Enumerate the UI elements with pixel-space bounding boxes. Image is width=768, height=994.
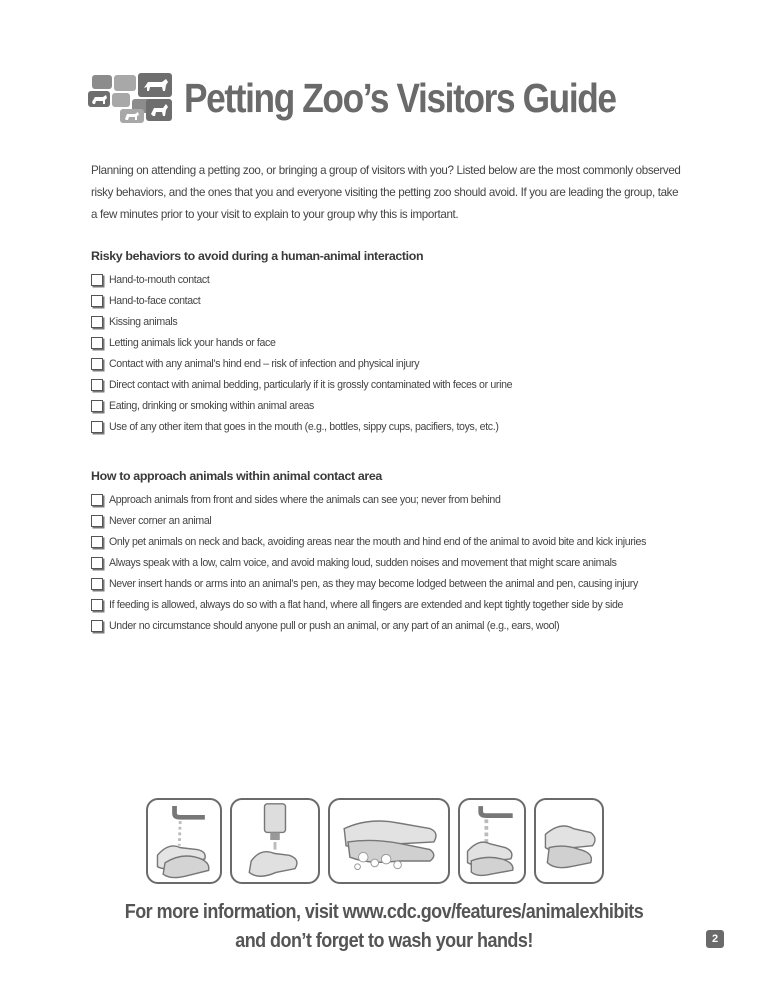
list-item-label: If feeding is allowed, always do so with a flat hand, where all fingers are extended and kept tightly together side by side — [109, 598, 624, 611]
list-item-label: Eating, drinking or smoking within animal areas — [109, 399, 314, 412]
list-item-label: Only pet animals on neck and back, avoiding areas near the mouth and hind end of the animal to avoid bite and kick injuries — [109, 535, 647, 548]
list-item — [91, 510, 691, 531]
list-item-label: Kissing animals — [109, 315, 178, 328]
risky-behaviors-heading: Risky behaviors to avoid during a human-animal interaction — [91, 249, 424, 263]
list-item — [91, 552, 691, 573]
rinse-hands-icon — [458, 798, 526, 884]
checkbox[interactable] — [91, 337, 103, 349]
soap-dispenser-icon — [230, 798, 320, 884]
list-item — [91, 332, 691, 353]
checkbox[interactable] — [91, 316, 103, 328]
list-item-label: Under no circumstance should anyone pull or push an animal, or any part of an animal (e.g., ears, wool) — [109, 619, 560, 632]
list-item-label: Approach animals from front and sides where the animals can see you; never from behind — [109, 493, 501, 506]
checkbox[interactable] — [91, 515, 103, 527]
checkbox[interactable] — [91, 494, 103, 506]
list-item-label: Direct contact with animal bedding, particularly if it is grossly contaminated with feces or urine — [109, 378, 513, 391]
approach-animals-section — [91, 469, 691, 636]
list-item — [91, 594, 691, 615]
footer-message — [0, 898, 768, 956]
wet-hands-icon — [146, 798, 222, 884]
page-number: 2 — [706, 930, 724, 948]
list-item — [91, 531, 691, 552]
list-item — [91, 395, 691, 416]
page-header — [88, 70, 686, 126]
list-item-label: Hand-to-face contact — [109, 294, 201, 307]
list-item — [91, 269, 691, 290]
checkbox[interactable] — [91, 274, 103, 286]
list-item — [91, 290, 691, 311]
page-title: Petting Zoo’s Visitors Guide — [184, 74, 616, 121]
list-item-label: Always speak with a low, calm voice, and avoid making loud, sudden noises and movement that might scare animals — [109, 556, 617, 569]
animal-tiles-logo-icon — [88, 73, 176, 123]
list-item — [91, 615, 691, 636]
checkbox[interactable] — [91, 358, 103, 370]
footer-wash-hands: and don’t forget to wash your hands! — [235, 930, 533, 952]
approach-animals-list — [91, 489, 691, 636]
lather-hands-icon — [328, 798, 450, 884]
list-item-label: Hand-to-mouth contact — [109, 273, 210, 286]
list-item-label: Never corner an animal — [109, 514, 212, 527]
list-item — [91, 353, 691, 374]
checkbox[interactable] — [91, 400, 103, 412]
list-item — [91, 489, 691, 510]
list-item — [91, 416, 691, 437]
risky-behaviors-section — [91, 249, 691, 437]
list-item-label: Letting animals lick your hands or face — [109, 336, 276, 349]
checkbox[interactable] — [91, 295, 103, 307]
intro-paragraph: Planning on attending a petting zoo, or bringing a group of visitors with you? Listed below are the most commonly observed risky behaviors, and the ones that you and everyone visiting the petting zoo should avoid. If you are leading the group, take a few minutes prior to your visit to explain to your group why this is important. — [91, 164, 681, 221]
checkbox[interactable] — [91, 421, 103, 433]
footer-more-info: For more information, visit www.cdc.gov/features/animalexhibits — [124, 901, 644, 923]
checkbox[interactable] — [91, 557, 103, 569]
list-item-label: Use of any other item that goes in the mouth (e.g., bottles, sippy cups, pacifiers, toys, etc.) — [109, 420, 499, 433]
list-item — [91, 374, 691, 395]
checkbox[interactable] — [91, 620, 103, 632]
checkbox[interactable] — [91, 578, 103, 590]
dry-hands-icon — [534, 798, 604, 884]
checkbox[interactable] — [91, 379, 103, 391]
list-item — [91, 311, 691, 332]
list-item-label: Contact with any animal’s hind end – risk of infection and physical injury — [109, 357, 420, 370]
checkbox[interactable] — [91, 599, 103, 611]
risky-behaviors-list — [91, 269, 691, 437]
checkbox[interactable] — [91, 536, 103, 548]
list-item-label: Never insert hands or arms into an animal’s pen, as they may become lodged between the animal and pen, causing injury — [109, 577, 638, 590]
list-item — [91, 573, 691, 594]
approach-animals-heading: How to approach animals within animal contact area — [91, 469, 382, 483]
